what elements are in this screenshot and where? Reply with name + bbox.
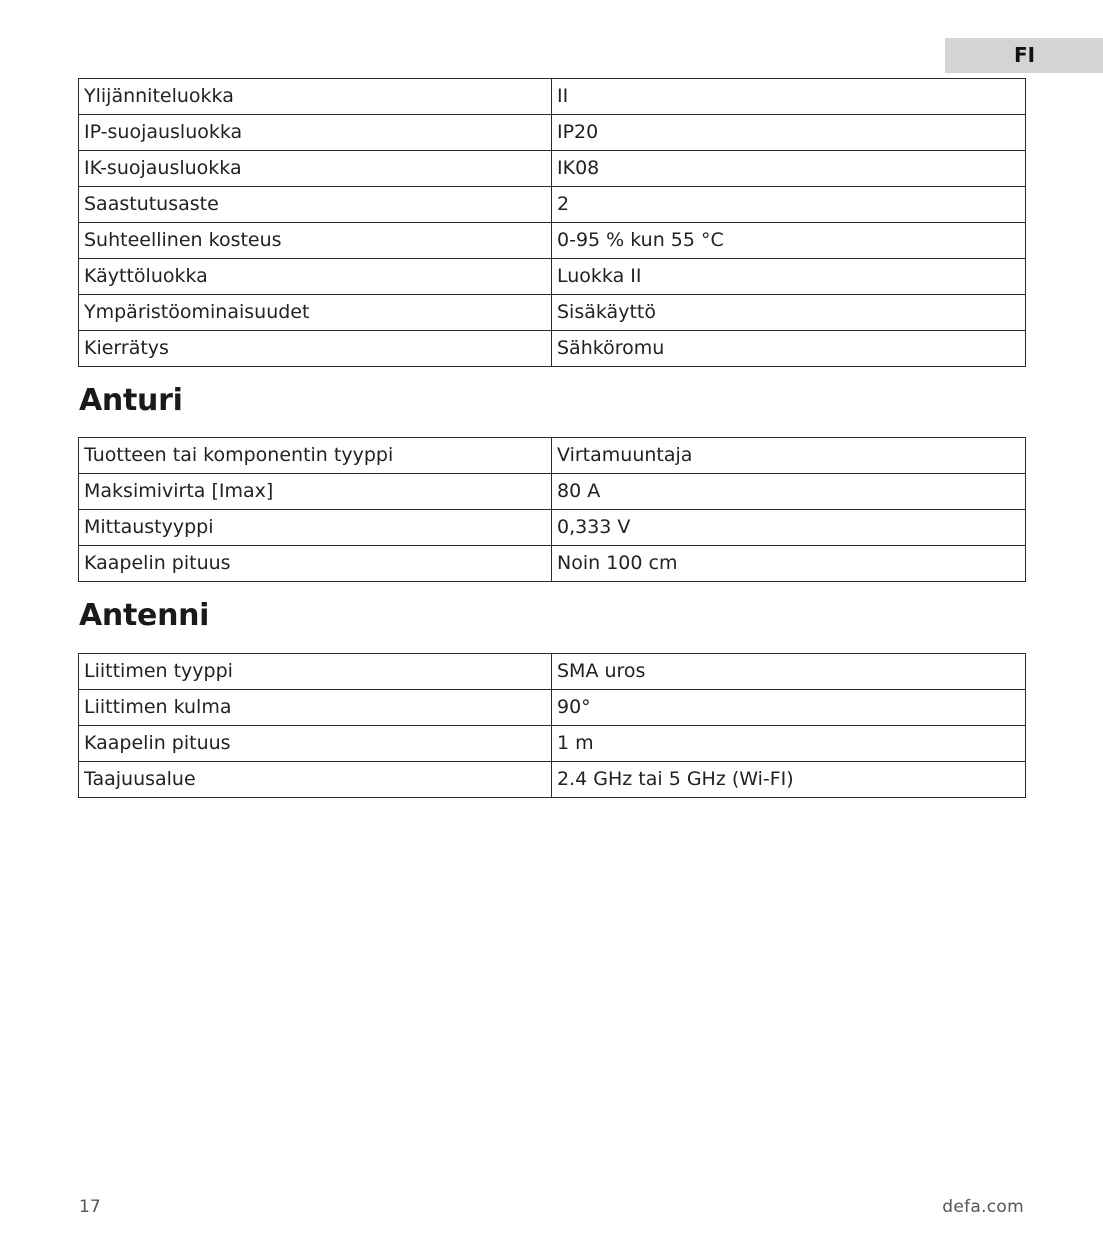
table-row [79,151,1026,187]
table-row [79,187,1026,223]
sensor-specs-table [78,437,1026,582]
spec-label: Ylijänniteluokka [79,79,552,115]
spec-value: Sähköromu [552,331,1026,367]
spec-value: Sisäkäyttö [552,295,1026,331]
table-row [79,438,1026,474]
table-row [79,295,1026,331]
spec-label: Mittaustyyppi [79,510,552,546]
table-row [79,546,1026,582]
page-number: 17 [79,1197,101,1217]
spec-value: SMA uros [552,654,1026,690]
spec-label: Suhteellinen kosteus [79,223,552,259]
spec-label: Kaapelin pituus [79,546,552,582]
spec-label: Käyttöluokka [79,259,552,295]
table-row [79,690,1026,726]
spec-label: Kierrätys [79,331,552,367]
spec-label: IK-suojausluokka [79,151,552,187]
spec-value: II [552,79,1026,115]
table-row [79,223,1026,259]
table-row [79,259,1026,295]
spec-label: Liittimen kulma [79,690,552,726]
spec-value: 80 A [552,474,1026,510]
table-row [79,510,1026,546]
spec-value: 90° [552,690,1026,726]
spec-label: Taajuusalue [79,762,552,798]
spec-value: 0-95 % kun 55 °C [552,223,1026,259]
spec-value: 2 [552,187,1026,223]
general-specs-table [78,78,1026,367]
table-row [79,79,1026,115]
sensor-heading: Anturi [79,383,183,418]
language-tab: FI [945,38,1103,73]
spec-label: Maksimivirta [Imax] [79,474,552,510]
spec-value: IP20 [552,115,1026,151]
spec-label: Liittimen tyyppi [79,654,552,690]
spec-label: Ympäristöominaisuudet [79,295,552,331]
spec-label: IP-suojausluokka [79,115,552,151]
antenna-specs-table [78,653,1026,798]
site-url: defa.com [942,1197,1024,1217]
table-row [79,331,1026,367]
spec-label: Saastutusaste [79,187,552,223]
spec-value: 1 m [552,726,1026,762]
table-row [79,474,1026,510]
spec-value: Virtamuuntaja [552,438,1026,474]
spec-value: Luokka II [552,259,1026,295]
table-row [79,762,1026,798]
table-row [79,115,1026,151]
spec-value: 0,333 V [552,510,1026,546]
spec-label: Tuotteen tai komponentin tyyppi [79,438,552,474]
spec-value: Noin 100 cm [552,546,1026,582]
spec-label: Kaapelin pituus [79,726,552,762]
spec-value: IK08 [552,151,1026,187]
antenna-heading: Antenni [79,598,210,633]
table-row [79,726,1026,762]
spec-value: 2.4 GHz tai 5 GHz (Wi-FI) [552,762,1026,798]
table-row [79,654,1026,690]
